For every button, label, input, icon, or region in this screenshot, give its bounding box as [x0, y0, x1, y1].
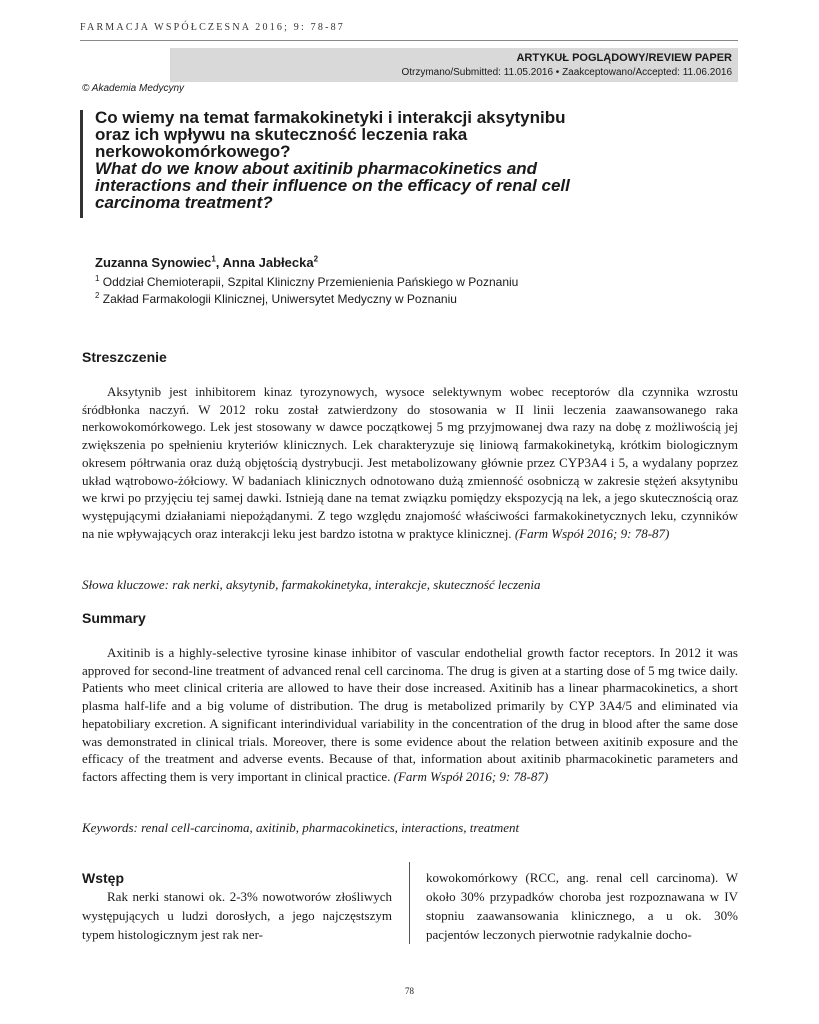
- keywords-pl: Słowa kluczowe: rak nerki, aksytynib, farmakokinetyka, interakcje, skuteczność leczenia: [82, 577, 541, 592]
- title-polish-line-1: Co wiemy na temat farmakokinetyki i interakcji aksytynibu: [95, 108, 566, 127]
- affiliation-2-number: 2: [95, 291, 100, 300]
- submission-dates: Otrzymano/Submitted: 11.05.2016 • Zaakceptowano/Accepted: 11.06.2016: [401, 67, 732, 78]
- author-1: Zuzanna Synowiec: [95, 255, 212, 270]
- abstract-en-text: [82, 644, 738, 786]
- intro-right-column: kowokomórkowy (RCC, ang. renal cell carcinoma). W około 30% przypadków choroba jest rozpoznawana w IV stopniu zaawansowania klinicznego, a u ok. 30% pacjentów leczonych pierwotnie radykalnie docho-: [426, 870, 738, 942]
- title-block: [95, 109, 735, 211]
- title-polish-line-3: nerkowokomórkowego?: [95, 142, 291, 161]
- keywords-en: Keywords: renal cell-carcinoma, axitinib, pharmacokinetics, interactions, treatment: [82, 820, 520, 835]
- article-type: ARTYKUŁ POGLĄDOWY/REVIEW PAPER: [516, 52, 732, 64]
- author-separator: ,: [215, 255, 223, 270]
- title-english-line-1: What do we know about axitinib pharmacokinetics and: [95, 159, 538, 178]
- affiliation-1-number: 1: [95, 274, 100, 283]
- affiliation-1-text: Oddział Chemioterapii, Szpital Kliniczny Przemienienia Pańskiego w Poznaniu: [102, 275, 519, 289]
- page-number: 78: [405, 986, 414, 996]
- header-rule: [80, 40, 738, 41]
- abstract-pl-citation: (Farm Współ 2016; 9: 78-87): [514, 525, 670, 541]
- abstract-en-heading: Summary: [82, 610, 146, 626]
- author-1-affiliation-mark: 1: [211, 254, 216, 264]
- copyright: © Akademia Medycyny: [82, 83, 185, 94]
- title-english-line-3: carcinoma treatment?: [95, 193, 273, 212]
- running-head: FARMACJA WSPÓŁCZESNA 2016; 9: 78-87: [80, 22, 345, 33]
- affiliation-1: [95, 275, 518, 289]
- author-2: Anna Jabłecka: [222, 255, 314, 270]
- abstract-en-body: Axitinib is a highly-selective tyrosine kinase inhibitor of vascular endothelial growth factor receptors. In 2012 it was approved for second-line treatment of advanced renal cell carcinoma. The drug is given at a starting dose of 5 mg twice daily. Patients who meet clinical criteria are allowed to have their dose increased. Axitinib has a linear pharmacokinetics, a short plasma half-life and a big volume of distribution. The drug is metabolized primarily by CYP 3A4/5 and eliminated via hepatobiliary excretion. A significant interindividual variability in the concentration of the drug in blood after the same dose was demonstrated in clinical trials. Moreover, there is some evidence about the relation between axitinib exposure and the efficacy of the treatment and adverse events. Because of that, information about axitinib pharmacokinetic parameters and factors affecting them is very important in clinical practice.: [82, 645, 738, 784]
- column-divider: [409, 862, 410, 944]
- title-english-line-2: interactions and their influence on the efficacy of renal cell: [95, 176, 570, 195]
- abstract-pl-body: Aksytynib jest inhibitorem kinaz tyrozynowych, wysoce selektywnym wobec receptorów dla czynnika wzrostu śródbłonka naczyń. W 2012 roku został zatwierdzony do stosowania w II linii leczenia zaawansowanego raka nerkowokomórkowego. Lek jest stosowany w dawce początkowej 5 mg przyjmowanej dwa razy na dobę z możliwością jej zwiększenia po spełnieniu kryteriów klinicznych. Lek charakteryzuje się liniową farmakokinetyką, krótkim biologicznym okresem półtrwania oraz dużą objętością dystrybucji. Jest metabolizowany głównie przez CYP3A4 i 5, a wydalany poprzez układ wątrobowo-żółciowy. W badaniach klinicznych odnotowano dużą zmienność osobniczą w zakresie stężeń aksytynibu we krwi po przyjęciu tej samej dawki. Istnieją dane na temat związku pomiędzy ekspozycją na lek, a jego skutecznością oraz występującymi działaniami niepożądanymi. Z tego względu znajomość właściwości farmakokinetycznych leku, czynników na nie wpływających oraz interakcji leku jest bardzo istotna w praktyce klinicznej.: [82, 384, 738, 541]
- title-polish-line-2: oraz ich wpływu na skuteczność leczenia raka: [95, 125, 468, 144]
- intro-left-column: Rak nerki stanowi ok. 2-3% nowotworów złośliwych występujących u ludzi dorosłych, a jego najczęstszym typem histologicznym jest rak ner-: [82, 889, 392, 942]
- abstract-pl-heading: Streszczenie: [82, 349, 167, 365]
- affiliation-2-text: Zakład Farmakologii Klinicznej, Uniwersytet Medyczny w Poznaniu: [102, 292, 457, 306]
- affiliation-2: [95, 292, 457, 306]
- intro-heading: Wstęp: [82, 870, 124, 886]
- abstract-pl-text: [82, 383, 738, 542]
- article-type-box: [170, 48, 738, 82]
- authors: [95, 255, 318, 270]
- title-accent-bar: [80, 110, 83, 218]
- author-2-affiliation-mark: 2: [313, 254, 319, 264]
- abstract-en-citation: (Farm Współ 2016; 9: 78-87): [393, 768, 549, 784]
